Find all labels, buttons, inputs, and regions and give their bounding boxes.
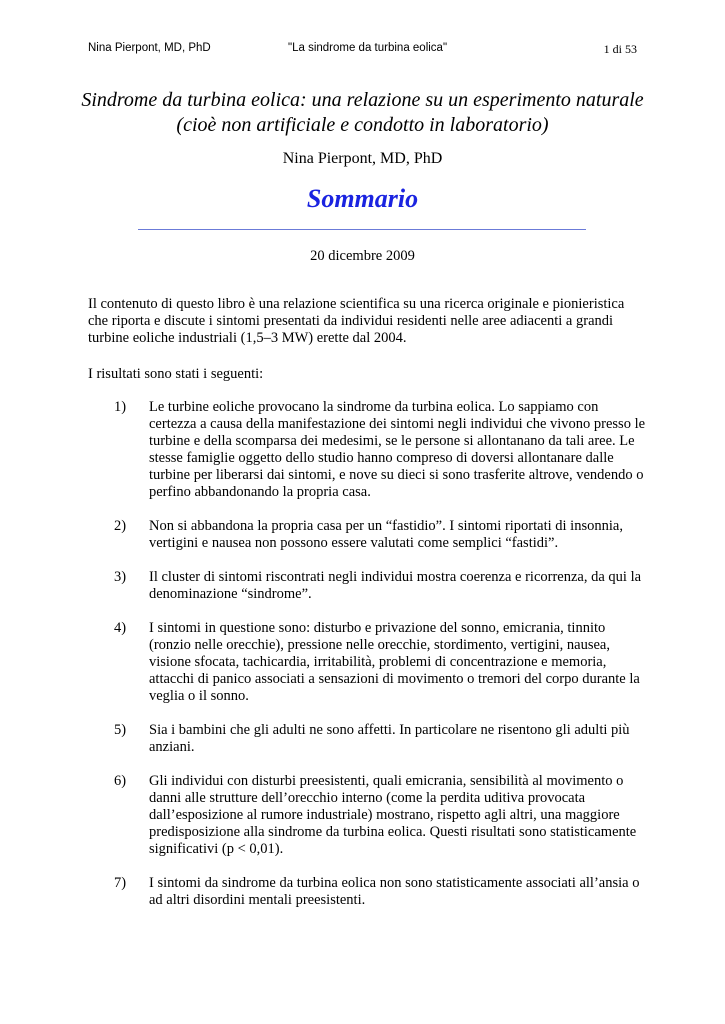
title-line-2: (cioè non artificiale e condotto in laboratorio) [176, 114, 549, 136]
running-header [88, 42, 637, 58]
list-item-text: Il cluster di sintomi riscontrati negli individui mostra coerenza e ricorrenza, da qui la denominazione “sindrome”. [149, 569, 642, 602]
header-book-title: "La sindrome da turbina eolica" [288, 42, 448, 54]
document-author: Nina Pierpont, MD, PhD [282, 150, 443, 167]
list-item-text: I sintomi in questione sono: disturbo e privazione del sonno, emicrania, tinnito (ronzio nelle orecchie), pressione nelle orecchie, stordimento, vertigini, nausea, visione sfocata, tachicardia, irritabilità, problemi di concentrazione e memoria, attacchi di panico associati a sensazioni di movimento o tremori del corpo durante la veglia o il sonno. [149, 620, 640, 704]
header-author: Nina Pierpont, MD, PhD [88, 42, 211, 54]
title-divider [138, 229, 586, 230]
list-item [88, 399, 648, 501]
list-item-number: 3) [114, 569, 127, 585]
list-item-number: 1) [114, 399, 127, 415]
section-title: Sommario [306, 184, 419, 213]
findings-list [88, 399, 648, 926]
list-item [88, 773, 648, 858]
list-item [88, 569, 648, 603]
title-line-1: Sindrome da turbina eolica: una relazione su un esperimento naturale [81, 89, 644, 111]
results-intro: I risultati sono stati i seguenti: [88, 366, 264, 382]
list-item-text: Le turbine eoliche provocano la sindrome da turbina eolica. Lo sappiamo con certezza a causa della manifestazione dei sintomi negli individui che vivono presso le turbine e della scomparsa dei medesimi, se le persone si allontanano da tali aree. Le stesse famiglie oggetto dello studio hanno compreso di doversi allontanare dalle turbine per liberarsi dai sintomi, e nove su dieci si sono trasferite altrove, vendendo o perfino abbandonando la propria casa. [149, 399, 646, 500]
list-item-number: 4) [114, 620, 127, 636]
list-item-number: 5) [114, 722, 127, 738]
list-item [88, 620, 648, 705]
list-item [88, 518, 648, 552]
list-item-text: Non si abbandona la propria casa per un “fastidio”. I sintomi riportati di insonnia, vertigini e nausea non possono essere valutati come semplici “fastidi”. [149, 518, 623, 551]
list-item-number: 6) [114, 773, 127, 789]
list-item-text: Sia i bambini che gli adulti ne sono affetti. In particolare ne risentono gli adulti più anziani. [149, 722, 630, 755]
document-title [70, 88, 655, 138]
list-item [88, 722, 648, 756]
document-date: 20 dicembre 2009 [310, 248, 415, 264]
list-item-number: 2) [114, 518, 127, 534]
list-item-text: I sintomi da sindrome da turbina eolica non sono statisticamente associati all’ansia o ad altri disordini mentali preesistenti. [149, 875, 640, 908]
intro-paragraph: Il contenuto di questo libro è una relazione scientifica su una ricerca originale e pionieristica che riporta e discute i sintomi presentati da individui residenti nelle aree adiacenti a grandi turbine eoliche industriali (1,5–3 MW) erette dal 2004. [88, 296, 625, 346]
list-item [88, 875, 648, 909]
header-page-number: 1 di 53 [603, 42, 637, 56]
list-item-number: 7) [114, 875, 127, 891]
list-item-text: Gli individui con disturbi preesistenti, quali emicrania, sensibilità al movimento o danni alle strutture dell’orecchio interno (come la perdita uditiva provocata dall’esposizione al rumore industriale) mostrano, rispetto agli altri, una maggiore predisposizione alla sindrome da turbina eolica. Questi risultati sono statisticamente significativi (p < 0,01). [149, 773, 637, 857]
